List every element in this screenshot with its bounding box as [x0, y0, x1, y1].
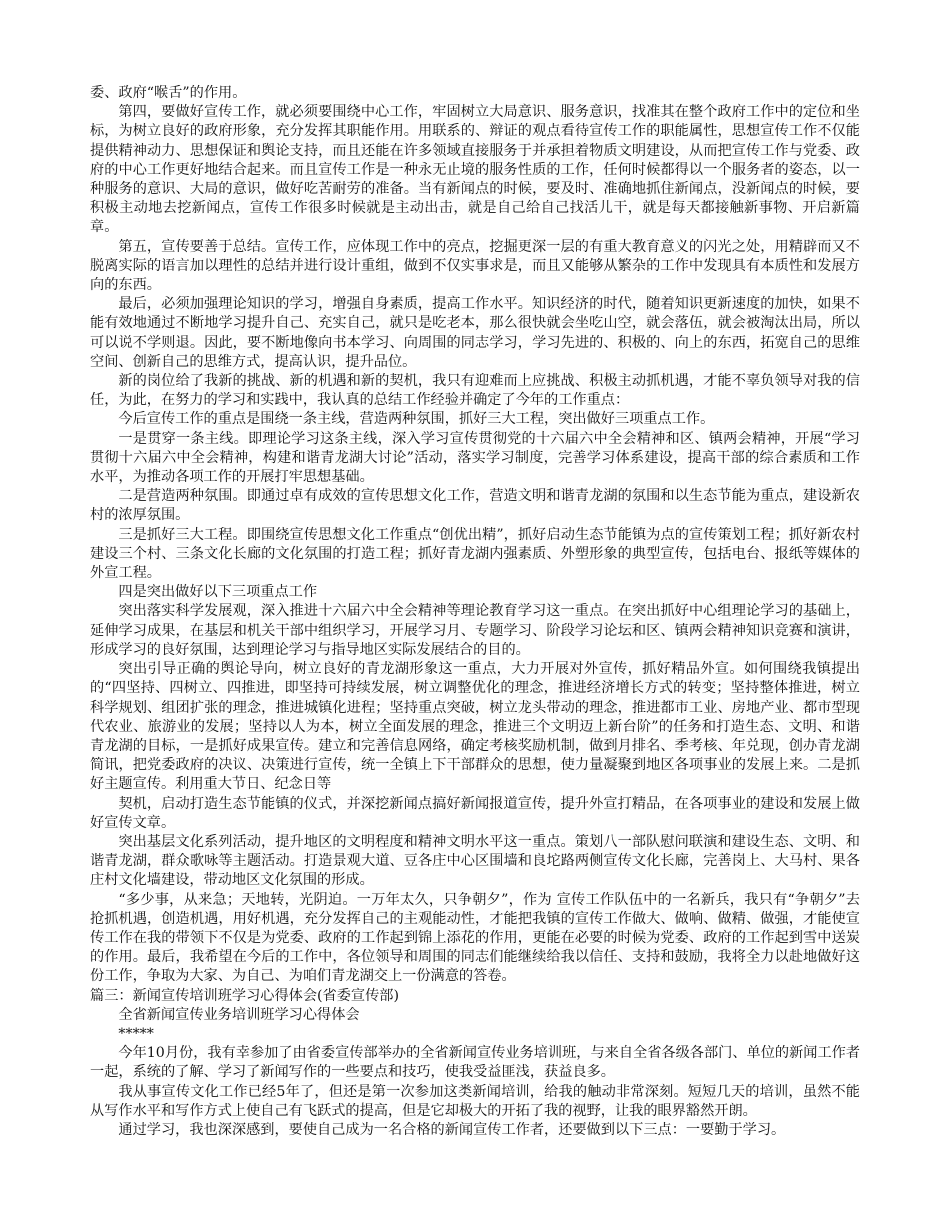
paragraph-theory-study: 突出落实科学发展观，深入推进十六届六中全会精神等理论教育学习这一重点。在突出抓好中心组理论学习的基础上，延伸学习成果，在基层和机关干部中组织学习，开展学习月、专题学习、阶段学习论坛和区、镇两会精神知识竞赛和演讲，形成学习的良好氛围，达到理论学习与指导地区实际发展结合的目的。 — [90, 603, 860, 658]
paragraph-training-intro: 今年10月份，我有幸参加了由省委宣传部举办的全省新闻宣传业务培训班，与来自全省各级各部门、单位的新闻工作者一起，系统的了解、学习了新闻写作的一些要点和技巧，使我受益匪浅，获益良多。 — [90, 1045, 861, 1081]
paragraph-key-points: 今后宣传工作的重点是围绕一条主线，营造两种氛围，抓好三大工程，突出做好三项重点工作。 — [118, 411, 715, 428]
paragraph-through-study: 通过学习，我也深深感到，要使自己成为一名合格的新闻宣传工作者，还要做到以下三点：一要勤于学习。 — [118, 1121, 786, 1138]
paragraph-opportunity: 契机，启动打造生态节能镇的仪式，并深挖新闻点搞好新闻报道宣传，提升外宣打精品，在各项事业的建设和发展上做好宣传文章。 — [90, 795, 860, 831]
article-title: 全省新闻宣传业务培训班学习心得体会 — [118, 1006, 360, 1023]
paragraph-closing: “多少事，从来急；天地转，光阴迫。一万年太久，只争朝夕”，作为 宣传工作队伍中的一名新兵，我只有“争朝夕”去抢抓机遇，创造机遇，用好机遇，充分发挥自己的主观能动性，才能把我镇的宣传工作做大、做响、做精、做强，才能使宣传工作在我的带领下不仅是为党委、政府的工作起到锦上添花的作用，更能在必要的时候为党委、政府的工作起到雪中送炭的作用。最后，我希望在今后的工作中，各位领导和周围的同志们能继续给我以信任、支持和鼓励，我将全力以赴地做好这份工作，争取为大家、为自己、为咱们青龙湖交上一份满意的答卷。 — [90, 891, 860, 985]
paragraph-new-post: 新的岗位给了我新的挑战、新的机遇和新的契机，我只有迎难而上应挑战、积极主动抓机遇，才能不辜负领导对我的信任，为此，在努力的学习和实践中，我认真的总结工作经验并确定了今年的工作重点： — [90, 373, 860, 409]
paragraph-point-four: 第四，要做好宣传工作，就必须要围绕中心工作，牢固树立大局意识、服务意识，找准其在整个政府工作中的定位和坐标，为树立良好的政府形象，充分发挥其职能作用。用联系的、辩证的观点看待宣传工作的职能属性，思想宣传工作不仅能提供精神动力、思想保证和舆论支持，而且还能在许多领域直接服务于并承担着物质文明建设，从而把宣传工作与党委、政府的中心工作更好地结合起来。而且宣传工作是一种永无止境的服务性质的工作，任何时候都得以一个服务者的姿态，以一种服务的意识、大局的意识，做好吃苦耐劳的准备。当有新闻点的时候，要及时、准确地抓住新闻点，没新闻点的时候，要积极主动地去挖新闻点，宣传工作很多时候就是主动出击，就是自己给自己找活儿干，就是每天都接触新事物、开启新篇章。 — [90, 104, 860, 236]
paragraph-four-heading: 四是突出做好以下三项重点工作 — [118, 584, 318, 601]
paragraph-grassroots-culture: 突出基层文化系列活动，提升地区的文明程度和精神文明水平这一重点。策划八一部队慰问联演和建设生态、文明、和谐青龙湖，群众歌咏等主题活动。打造景观大道、豆各庄中心区围墙和良坨路两侧宣传文化长廊，完善岗上、大马村、果各庄村文化墙建设，带动地区文化氛围的形成。 — [90, 833, 860, 889]
paragraph-public-opinion: 突出引导正确的舆论导向，树立良好的青龙湖形象这一重点，大力开展对外宣传，抓好精品外宣。如何围绕我镇提出的“四坚持、四树立、四推进，即坚持可持续发展，树立调整优化的理念，推进经济增长方式的转变；坚持整体推进，树立科学规划、组团扩张的理念，推进城镇化进程；坚持重点突破，树立龙头带动的理念，推进都市工业、房地产业、都市型现代农业、旅游业的发展；坚持以人为本，树立全面发展的理念，推进三个文明迈上新台阶”的任务和打造生态、文明、和谐青龙湖的目标，一是抓好成果宣传。建立和完善信息网络，确定考核奖励机制，做到月排名、季考核、年兑现，创办青龙湖简讯，把党委政府的决议、决策进行宣传，统一全镇上下干部群众的思想，使力量凝聚到地区各项事业的发展上来。二是抓好主题宣传。利用重大节日、纪念日等 — [90, 661, 860, 793]
section-three-heading: 篇三：新闻宣传培训班学习心得体会(省委宣传部) — [90, 987, 400, 1004]
paragraph-finally: 最后，必须加强理论知识的学习，增强自身素质，提高工作水平。知识经济的时代，随着知识更新速度的加快，如果不能有效地通过不断地学习提升自己、充实自己，就只是吃老本，那么很快就会坐吃山空，就会落伍，就会被淘汰出局，所以可以说不学则退。因此，要不断地像向书本学习、向周围的同志学习，学习先进的、积极的、向上的东西，拓宽自己的思维空间、创新自己的思维方式，提高认识，提升品位。 — [90, 296, 860, 370]
paragraph-intro-fragment: 委、政府“喉舌”的作用。 — [90, 85, 247, 101]
paragraph-two-atmospheres: 二是营造两种氛围。即通过卓有成效的宣传思想文化工作，营造文明和谐青龙湖的氛围和以生态节能为重点，建设新农村的浓厚氛围。 — [90, 488, 860, 524]
paragraph-three-projects: 三是抓好三大工程。即围绕宣传思想文化工作重点“创优出精”，抓好启动生态节能镇为点的宣传策划工程；抓好新农村建设三个村、三条文化长廊的文化氛围的打造工程；抓好青龙湖内强素质、外塑形象的典型宣传，包括电台、报纸等媒体的外宣工程。 — [90, 526, 860, 582]
document-body — [90, 84, 860, 1140]
author-placeholder: ***** — [118, 1025, 154, 1042]
paragraph-one-main-line: 一是贯穿一条主线。即理论学习这条主线，深入学习宣传贯彻党的十六届六中全会精神和区、镇两会精神，开展“学习贯彻十六届六中全会精神，构建和谐青龙湖大讨论”活动，落实学习制度，完善学习体系建设，提高干部的综合素质和工作水平，为推动各项工作的开展打牢思想基础。 — [90, 430, 860, 486]
paragraph-five-years: 我从事宣传文化工作已经5年了，但还是第一次参加这类新闻培训，给我的触动非常深刻。短短几天的培训，虽然不能从写作水平和写作方式上使自己有飞跃式的提高，但是它却极大的开拓了我的视野，让我的眼界豁然开朗。 — [90, 1083, 860, 1119]
paragraph-point-five: 第五，宣传要善于总结。宣传工作，应体现工作中的亮点，挖掘更深一层的有重大教育意义的闪光之处，用精辟而又不脱离实际的语言加以理性的总结并进行设计重组，做到不仅实事求是，而且又能够从繁杂的工作中发现具有本质性和发展方向的东西。 — [90, 238, 860, 294]
